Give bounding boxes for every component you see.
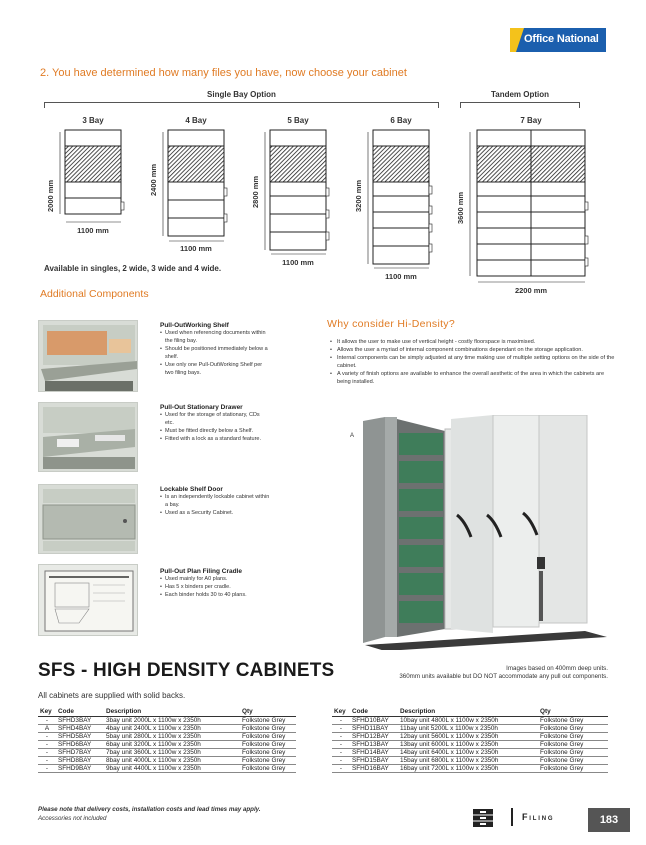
cell-code: SFHD4BAY [56, 724, 104, 732]
cell-qty: Folkstone Grey [538, 764, 608, 772]
cell-code: SFHD12BAY [350, 732, 398, 740]
cell-key: - [332, 716, 350, 724]
cell-description: 5bay unit 2800L x 1100w x 2350h [104, 732, 240, 740]
cell-code: SFHD7BAY [56, 748, 104, 756]
cell-key: - [332, 740, 350, 748]
step-title: 2. You have determined how many files you have, now choose your cabinet [40, 67, 407, 79]
cell-key: A [38, 724, 56, 732]
cell-key: - [38, 764, 56, 772]
cell-description: 10bay unit 4800L x 1100w x 2350h [398, 716, 538, 724]
cell-qty: Folkstone Grey [538, 748, 608, 756]
tandem-option-label: Tandem Option [490, 90, 550, 99]
cell-code: SFHD3BAY [56, 716, 104, 724]
cell-description: 4bay unit 2400L x 1100w x 2350h [104, 724, 240, 732]
spec-table-right [332, 708, 608, 773]
cell-qty: Folkstone Grey [240, 724, 296, 732]
bay-label-3: 3 Bay [82, 116, 104, 125]
cell-key: - [332, 756, 350, 764]
table-row [332, 732, 608, 740]
image-caption [340, 665, 608, 681]
component-title: Pull-OutWorking Shelf [160, 322, 229, 329]
single-bay-option-label: Single Bay Option [207, 90, 276, 99]
component-stationary-drawer [160, 404, 270, 443]
bay-diagram-7 [470, 130, 588, 282]
bay-diagram-5 [265, 130, 329, 254]
delivery-note: Please note that delivery costs, installation costs and lead times may apply. [38, 806, 261, 813]
col-key: Key [38, 708, 56, 716]
photo-marker: A [350, 433, 355, 439]
brand-name: Office National [524, 33, 599, 45]
bay-width-6: 1100 mm [385, 272, 417, 281]
office-national-logo [510, 28, 606, 52]
col-code: Code [56, 708, 104, 716]
component-point: • Used when referencing documents within the filing bay. [160, 329, 270, 345]
cell-qty: Folkstone Grey [538, 716, 608, 724]
table-row [332, 716, 608, 724]
component-point: • Is an independently lockable cabinet within a bay. [160, 493, 270, 509]
cell-description: 11bay unit 5200L x 1100w x 2350h [398, 724, 538, 732]
cell-key: - [332, 724, 350, 732]
table-header-row [332, 708, 608, 716]
table-row [332, 756, 608, 764]
table-row [38, 732, 296, 740]
component-point: • Used as a Security Cabinet. [160, 509, 270, 517]
table-row [38, 740, 296, 748]
bay-width-3: 1100 mm [77, 226, 109, 235]
component-point: • Used mainly for A0 plans. [160, 575, 275, 583]
bay-width-5: 1100 mm [282, 258, 314, 267]
bay-diagram-6 [368, 130, 432, 268]
page-title: SFS - HIGH DENSITY CABINETS [38, 660, 335, 681]
cell-qty: Folkstone Grey [240, 756, 296, 764]
cell-key: - [332, 748, 350, 756]
why-point: • Allows the user a myriad of internal component combinations dependant on the storage application. [330, 346, 615, 354]
component-title: Lockable Shelf Door [160, 486, 223, 493]
cell-qty: Folkstone Grey [538, 756, 608, 764]
why-point: • Internal components can be simply adjusted at any time making use of multiple setting options on the side of the cabinet. [330, 354, 615, 370]
component-point: • Must be fitted directly below a Shelf. [160, 427, 270, 435]
cell-description: 8bay unit 4000L x 1100w x 2350h [104, 756, 240, 764]
cell-code: SFHD8BAY [56, 756, 104, 764]
col-code: Code [350, 708, 398, 716]
cell-qty: Folkstone Grey [538, 740, 608, 748]
cell-qty: Folkstone Grey [538, 732, 608, 740]
cell-description: 9bay unit 4400L x 1100w x 2350h [104, 764, 240, 772]
cell-description: 16bay unit 7200L x 1100w x 2350h [398, 764, 538, 772]
bay-height-7: 3600 mm [456, 191, 465, 224]
cell-description: 12bay unit 5600L x 1100w x 2350h [398, 732, 538, 740]
bay-diagram-4 [163, 130, 227, 241]
cell-key: - [38, 756, 56, 764]
component-point: • Fitted with a lock as a standard feature. [160, 435, 270, 443]
why-heading: Why consider Hi-Density? [327, 318, 455, 330]
cell-code: SFHD5BAY [56, 732, 104, 740]
cell-code: SFHD10BAY [350, 716, 398, 724]
caption-line: 360mm units available but DO NOT accommodate any pull out components. [399, 673, 608, 680]
component-title: Pull-Out Plan Filing Cradle [160, 568, 242, 575]
cell-key: - [38, 740, 56, 748]
cell-key: - [332, 732, 350, 740]
bay-height-4: 2400 mm [149, 163, 158, 196]
component-point: • Use only one Pull-OutWorking Shelf per two filing bays. [160, 361, 270, 377]
solid-backs-note: All cabinets are supplied with solid backs. [38, 691, 186, 700]
cell-description: 6bay unit 3200L x 1100w x 2350h [104, 740, 240, 748]
cell-qty: Folkstone Grey [240, 764, 296, 772]
bay-height-3: 2000 mm [46, 179, 55, 212]
component-plan-cradle [160, 568, 275, 599]
cell-code: SFHD15BAY [350, 756, 398, 764]
cell-description: 14bay unit 6400L x 1100w x 2350h [398, 748, 538, 756]
cell-qty: Folkstone Grey [240, 732, 296, 740]
col-description: Description [398, 708, 538, 716]
bay-height-6: 3200 mm [354, 179, 363, 212]
spec-table-left [38, 708, 296, 773]
col-key: Key [332, 708, 350, 716]
component-title: Pull-Out Stationary Drawer [160, 404, 243, 411]
component-point: • Should be positioned immediately below a shelf. [160, 345, 270, 361]
component-point: • Has 5 x binders per cradle. [160, 583, 275, 591]
table-row [332, 764, 608, 772]
table-row [38, 716, 296, 724]
component-point: • Used for the storage of stationary, CDs etc. [160, 411, 270, 427]
cell-code: SFHD13BAY [350, 740, 398, 748]
cell-key: - [38, 748, 56, 756]
bay-height-5: 2800 mm [251, 175, 260, 208]
accessories-note: Accessories not included [38, 815, 107, 822]
cell-description: 7bay unit 3600L x 1100w x 2350h [104, 748, 240, 756]
table-row [38, 748, 296, 756]
table-row [38, 756, 296, 764]
table-row [332, 748, 608, 756]
cell-qty: Folkstone Grey [240, 748, 296, 756]
footer-divider [511, 808, 513, 826]
why-list [330, 338, 615, 386]
shelf-door-photo [38, 484, 138, 554]
caption-line: Images based on 400mm deep units. [506, 665, 608, 672]
component-shelf-door [160, 486, 270, 517]
cell-code: SFHD11BAY [350, 724, 398, 732]
table-row [332, 724, 608, 732]
table-row [38, 764, 296, 772]
why-point: • It allows the user to make use of vertical height - costly floorspace is maximised. [330, 338, 615, 346]
cell-code: SFHD14BAY [350, 748, 398, 756]
additional-components-heading: Additional Components [40, 288, 149, 300]
availability-note: Available in singles, 2 wide, 3 wide and 4 wide. [44, 264, 222, 273]
bay-diagram-3 [60, 130, 124, 222]
why-point: • A variety of finish options are available to enhance the overall aesthetic of the area in which the cabinets are being installed. [330, 370, 615, 386]
filing-cabinet-icon [472, 808, 494, 828]
col-description: Description [104, 708, 240, 716]
cell-qty: Folkstone Grey [240, 740, 296, 748]
bay-width-4: 1100 mm [180, 244, 212, 253]
working-shelf-photo [38, 320, 138, 392]
bay-label-7: 7 Bay [520, 116, 542, 125]
cell-code: SFHD9BAY [56, 764, 104, 772]
cell-code: SFHD6BAY [56, 740, 104, 748]
table-header-row [38, 708, 296, 716]
plan-cradle-photo [38, 564, 138, 636]
cell-key: - [332, 764, 350, 772]
col-qty: Qty [240, 708, 296, 716]
bay-label-5: 5 Bay [287, 116, 309, 125]
cell-key: - [38, 716, 56, 724]
cell-key: - [38, 732, 56, 740]
section-name: Filing [522, 812, 555, 822]
cell-description: 3bay unit 2000L x 1100w x 2350h [104, 716, 240, 724]
cell-code: SFHD16BAY [350, 764, 398, 772]
bay-label-4: 4 Bay [185, 116, 207, 125]
cabinet-illustration [345, 415, 610, 650]
col-qty: Qty [538, 708, 608, 716]
cell-qty: Folkstone Grey [240, 716, 296, 724]
cell-description: 15bay unit 6800L x 1100w x 2350h [398, 756, 538, 764]
table-row [332, 740, 608, 748]
page-number: 183 [588, 808, 630, 832]
cell-description: 13bay unit 6000L x 1100w x 2350h [398, 740, 538, 748]
bay-label-6: 6 Bay [390, 116, 412, 125]
table-row [38, 724, 296, 732]
stationary-drawer-photo [38, 402, 138, 472]
component-point: • Each binder holds 30 to 40 plans. [160, 591, 275, 599]
bay-width-7: 2200 mm [514, 286, 548, 295]
cell-qty: Folkstone Grey [538, 724, 608, 732]
component-working-shelf [160, 322, 270, 377]
